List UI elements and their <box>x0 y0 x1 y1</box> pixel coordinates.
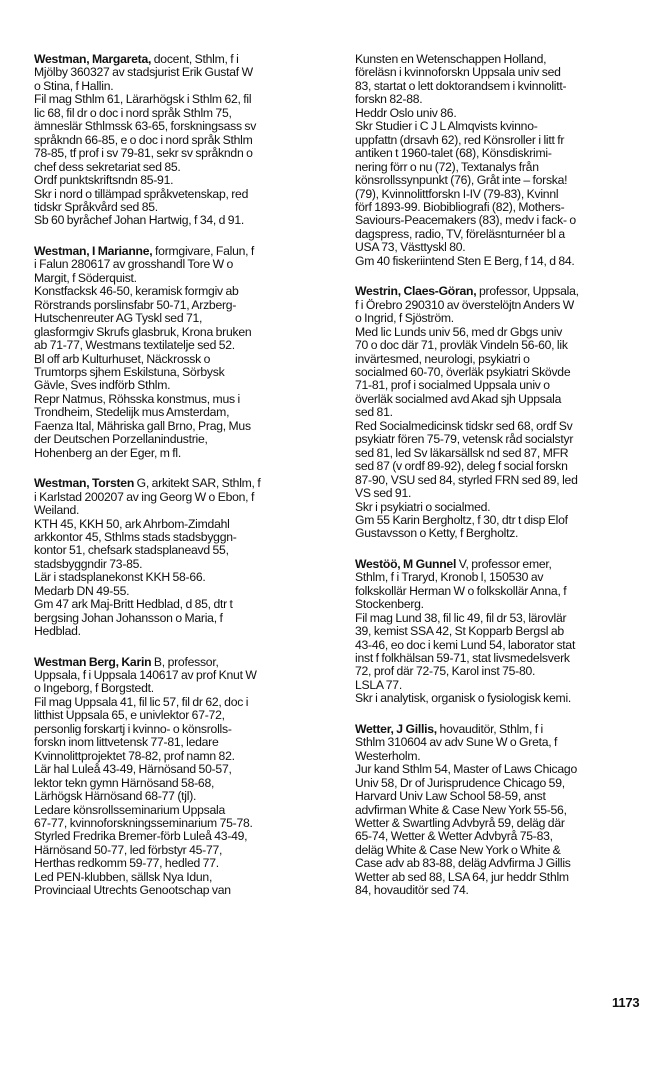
entry-text: ämneslär Sthlmssk 63-65, forskningsass sv <box>34 119 257 134</box>
entry-line <box>355 147 647 160</box>
entry-line <box>355 312 647 325</box>
entry-text: Uppsala, f i Uppsala 140617 av prof Knut W <box>34 668 257 683</box>
entry-line <box>355 474 647 487</box>
entry-line <box>355 558 647 571</box>
entry-text: Lär hal Luleå 43-49, Härnösand 50-57, <box>34 762 232 777</box>
entry-text: advfirman White & Case New York 55-56, <box>355 802 567 817</box>
entry-text: Wetter & Swartling Advbyrå 59, deläg där <box>355 816 565 831</box>
entry-text: V, professor emer, <box>456 556 552 571</box>
entry-line <box>355 571 647 584</box>
entry-text: formgivare, Falun, f <box>152 243 255 258</box>
entry-text: hovauditör, Sthlm, f i <box>436 721 543 736</box>
entry-text: överläk socialmed avd Akad sjh Uppsala <box>355 391 562 406</box>
entry-text: sed 87 (v ordf 89-92), deleg f social forskn <box>355 459 568 474</box>
entry-line <box>34 804 330 817</box>
entry-text: Med lic Lunds univ 56, med dr Gbgs univ <box>355 324 563 339</box>
entry-text: Heddr Oslo univ 86. <box>355 105 457 120</box>
entry-text: Wetter ab sed 88, LSA 64, jur heddr Sthlm <box>355 869 569 884</box>
entry-line <box>355 174 647 187</box>
entry-text: 87-90, VSU sed 84, styrled FRN sed 89, led <box>355 472 578 487</box>
entry-line <box>355 120 647 133</box>
entry-name: Westman, I Marianne, <box>34 243 153 258</box>
entry-line <box>34 571 330 584</box>
entry-line <box>34 491 330 504</box>
entry-line <box>355 433 647 446</box>
entry-text: Gm 55 Karin Bergholtz, f 30, dtr t disp Elof <box>355 512 568 527</box>
biography-entry <box>355 285 647 541</box>
entry-text: 67-77, kvinnoforskningsseminarium 75-78. <box>34 816 253 831</box>
entry-text: Faenza Ital, Mähriska gall Brno, Prag, Mus <box>34 418 251 433</box>
entry-text: bergsing Johan Johansson o Maria, f <box>34 610 223 625</box>
entry-text: KTH 45, KKH 50, ark Ahrbom-Zimdahl <box>34 516 230 531</box>
entry-line <box>34 258 330 271</box>
entry-line <box>34 477 330 490</box>
left-column <box>34 53 330 915</box>
entry-line <box>355 326 647 339</box>
entry-text: Skr i analytisk, organisk o fysiologisk kemi. <box>355 691 572 706</box>
biography-entry <box>355 53 647 268</box>
entry-line <box>34 544 330 557</box>
entry-line <box>355 804 647 817</box>
page-number: 1173 <box>612 995 640 1010</box>
entry-line <box>355 66 647 79</box>
entry-line <box>34 174 330 187</box>
entry-line <box>34 504 330 517</box>
entry-line <box>34 447 330 460</box>
entry-text: Trumtorps sjhem Eskilstuna, Sörbysk <box>34 364 225 379</box>
entry-name: Westöö, M Gunnel <box>355 556 457 571</box>
entry-line <box>355 527 647 540</box>
entry-text: Gustavsson o Ketty, f Bergholtz. <box>355 526 519 541</box>
entry-line <box>355 285 647 298</box>
entry-text: personlig forskartj i kvinno- o könsrolls- <box>34 721 232 736</box>
entry-line <box>355 665 647 678</box>
entry-line <box>34 558 330 571</box>
entry-text: Skr i psykiatri o socialmed. <box>355 499 491 514</box>
entry-text: lic 68, fil dr o doc i nord språk Sthlm 75, <box>34 105 232 120</box>
entry-text: antiken t 1960-talet (68), Könsdiskrimi- <box>355 146 552 161</box>
biography-entry <box>34 245 330 460</box>
entry-line <box>355 639 647 652</box>
entry-line <box>34 625 330 638</box>
entry-line <box>355 228 647 241</box>
entry-line <box>355 393 647 406</box>
entry-text: glasformgiv Skrufs glasbruk, Krona bruken <box>34 324 252 339</box>
entry-line <box>34 709 330 722</box>
entry-text: docent, Sthlm, f i <box>151 52 239 66</box>
entry-line <box>355 255 647 268</box>
entry-line <box>34 612 330 625</box>
entry-line <box>355 585 647 598</box>
entry-line <box>355 871 647 884</box>
entry-text: ab 71-77, Westmans textilatelje sed 52. <box>34 338 235 353</box>
entry-text: i Karlstad 200207 av ing Georg W o Ebon, f <box>34 489 255 504</box>
entry-line <box>355 299 647 312</box>
entry-line <box>355 777 647 790</box>
entry-line <box>34 66 330 79</box>
entry-text: Medarb DN 49-55. <box>34 583 130 598</box>
entry-line <box>34 433 330 446</box>
entry-text: sed 81, led Sv läkarsällsk nd sed 87, MFR <box>355 445 569 460</box>
entry-line <box>355 201 647 214</box>
entry-line <box>355 93 647 106</box>
entry-line <box>34 585 330 598</box>
entry-text: Jur kand Sthlm 54, Master of Laws Chicago <box>355 762 577 777</box>
entry-text: Lär i stadsplanekonst KKH 58-66. <box>34 570 206 585</box>
entry-text: Kvinnolittprojektet 78-82, prof namn 82. <box>34 748 235 763</box>
entry-text: Led PEN-klubben, sällsk Nya Idun, <box>34 869 213 884</box>
entry-line <box>34 285 330 298</box>
entry-line <box>355 460 647 473</box>
entry-line <box>355 830 647 843</box>
entry-line <box>34 312 330 325</box>
entry-text: Härnösand 50-77, led förbstyr 45-77, <box>34 842 223 857</box>
entry-text: Stockenberg. <box>355 597 424 612</box>
entry-line <box>34 339 330 352</box>
entry-text: Herthas redkomm 59-77, hedled 77. <box>34 856 219 871</box>
entry-text: Case adv ab 83-88, deläg Advfirma J Gillis <box>355 856 571 871</box>
entry-line <box>34 93 330 106</box>
entry-text: litthist Uppsala 65, e univlektor 67-72, <box>34 708 225 723</box>
entry-line <box>355 366 647 379</box>
entry-line <box>355 652 647 665</box>
entry-line <box>34 53 330 66</box>
entry-text: uppfattn (drsavh 62), red Könsroller i litt fr <box>355 132 565 147</box>
entry-text: Red Socialmedicinsk tidskr sed 68, ordf Sv <box>355 418 573 433</box>
entry-text: (79), Kvinnolittforskn I-IV (79-83), Kvinnl <box>355 186 559 201</box>
entry-text: VS sed 91. <box>355 486 412 501</box>
entry-line <box>355 188 647 201</box>
entry-line <box>34 682 330 695</box>
entry-line <box>34 214 330 227</box>
entry-line <box>355 379 647 392</box>
entry-line <box>34 884 330 897</box>
entry-text: Lärhögsk Härnösand 68-77 (tjl). <box>34 789 197 804</box>
entry-text: Gm 47 ark Maj-Britt Hedblad, d 85, dtr t <box>34 597 233 612</box>
entry-text: språkndn 66-85, e o doc i nord språk Sthlm <box>34 132 253 147</box>
entry-line <box>34 161 330 174</box>
entry-line <box>355 857 647 870</box>
entry-text: Skr Studier i C J L Almqvists kvinno- <box>355 119 538 134</box>
entry-text: 84, hovauditör sed 74. <box>355 883 469 898</box>
entry-text: Sb 60 byråchef Johan Hartwig, f 34, d 91. <box>34 213 244 228</box>
entry-text: folkskollär Herman W o folkskollär Anna, f <box>355 583 567 598</box>
entry-text: forskn inom littvetensk 77-81, ledare <box>34 735 219 750</box>
entry-text: deläg White & Case New York o White & <box>355 842 561 857</box>
entry-line <box>355 612 647 625</box>
entry-line <box>355 406 647 419</box>
entry-text: professor, Uppsala, <box>476 284 579 299</box>
entry-line <box>34 272 330 285</box>
entry-text: f i Örebro 290310 av överstelöjtn Anders W <box>355 297 575 312</box>
entry-text: 71-81, prof i socialmed Uppsala univ o <box>355 378 550 393</box>
entry-text: B, professor, <box>151 654 219 669</box>
entry-text: Harvard Univ Law School 58-59, anst <box>355 789 546 804</box>
entry-text: o Stina, f Hallin. <box>34 78 114 93</box>
entry-line <box>355 736 647 749</box>
entry-line <box>34 420 330 433</box>
entry-line <box>34 790 330 803</box>
entry-text: 78-85, tf prof i sv 79-81, sekr sv språkndn o <box>34 146 253 161</box>
entry-text: 70 o doc där 71, provläk Vindeln 56-60, lik <box>355 338 568 353</box>
entry-text: Hedblad. <box>34 624 81 639</box>
entry-name: Westman Berg, Karin <box>34 654 152 669</box>
biography-entry <box>355 723 647 898</box>
entry-line <box>355 692 647 705</box>
entry-text: kontor 51, chefsark stadsplaneavd 55, <box>34 543 229 558</box>
entry-text: lektor tekn gymn Härnösand 58-68, <box>34 775 215 790</box>
entry-text: Hutschenreuter AG Tyskl sed 71, <box>34 311 203 326</box>
entry-text: Margit, f Söderquist. <box>34 270 137 285</box>
right-column <box>355 53 647 915</box>
entry-line <box>34 326 330 339</box>
entry-text: Univ 58, Dr of Jurisprudence Chicago 59, <box>355 775 565 790</box>
entry-line <box>34 147 330 160</box>
entry-line <box>34 598 330 611</box>
entry-text: Gävle, Sves indförb Sthlm. <box>34 378 171 393</box>
entry-text: Fil mag Uppsala 41, fil lic 57, fil dr 62, doc i <box>34 694 249 709</box>
entry-line <box>34 366 330 379</box>
entry-text: Konstfacksk 46-50, keramisk formgiv ab <box>34 284 239 299</box>
entry-text: Gm 40 fiskeriintend Sten E Berg, f 14, d 84. <box>355 253 575 268</box>
entry-line <box>355 53 647 66</box>
entry-line <box>355 625 647 638</box>
entry-line <box>34 353 330 366</box>
entry-text: 43-46, eo doc i kemi Lund 54, laborator stat <box>355 637 576 652</box>
entry-name: Westman, Torsten <box>34 476 135 491</box>
entry-text: psykiatr fören 75-79, vetensk råd socialstyr <box>355 432 574 447</box>
entry-text: Ledare könsrollsseminarium Uppsala <box>34 802 226 817</box>
entry-text: nering förr o nu (72), Textanalys från <box>355 159 539 174</box>
entry-line <box>34 750 330 763</box>
entry-text: invärtesmed, neurologi, psykiatri o <box>355 351 530 366</box>
entry-text: 39, kemist SSA 42, St Kopparb Bergsl ab <box>355 624 564 639</box>
entry-text: Trondheim, Stedelijk mus Amsterdam, <box>34 405 230 420</box>
entry-line <box>355 447 647 460</box>
entry-line <box>34 669 330 682</box>
entry-text: Fil mag Lund 38, fil lic 49, fil dr 53, lärovlär <box>355 610 567 625</box>
entry-text: tidskr Språkvård sed 85. <box>34 199 158 214</box>
entry-name: Westman, Margareta, <box>34 52 152 66</box>
entry-line <box>34 393 330 406</box>
entry-name: Westrin, Claes-Göran, <box>355 284 477 299</box>
entry-line <box>34 817 330 830</box>
entry-text: Saviours-Peacemakers (83), medv i fack- o <box>355 213 576 228</box>
biography-entry <box>355 558 647 706</box>
entry-line <box>34 857 330 870</box>
entry-text: der Deutschen Porzellanindustrie, <box>34 432 208 447</box>
entry-text: sed 81. <box>355 405 393 420</box>
entry-text: Skr i nord o tillämpad språkvetenskap, red <box>34 186 249 201</box>
entry-text: USA 73, Västtyskl 80. <box>355 240 466 255</box>
entry-line <box>34 844 330 857</box>
entry-text: o Ingrid, f Sjöström. <box>355 311 454 326</box>
entry-line <box>34 531 330 544</box>
entry-line <box>355 353 647 366</box>
entry-text: Weiland. <box>34 503 80 518</box>
entry-text: Ordf punktskriftsndn 85-91. <box>34 173 174 188</box>
entry-line <box>355 241 647 254</box>
entry-line <box>34 518 330 531</box>
entry-text: 72, prof där 72-75, Karol inst 75-80. <box>355 664 536 679</box>
entry-line <box>355 514 647 527</box>
entry-line <box>34 80 330 93</box>
entry-line <box>34 379 330 392</box>
entry-text: arkkontor 45, Sthlms stads stadsbyggn- <box>34 529 237 544</box>
entry-text: LSLA 77. <box>355 677 402 692</box>
entry-line <box>34 299 330 312</box>
entry-text: o Ingeborg, f Borgstedt. <box>34 681 154 696</box>
entry-line <box>355 750 647 763</box>
entry-line <box>34 696 330 709</box>
entry-line <box>355 80 647 93</box>
entry-line <box>34 406 330 419</box>
entry-line <box>355 420 647 433</box>
entry-text: forskn 82-88. <box>355 92 423 107</box>
entry-text: 83, startat o lett doktorandsem i kvinnolitt- <box>355 78 567 93</box>
entry-text: Rörstrands porslinsfabr 50-71, Arzberg- <box>34 297 237 312</box>
entry-line <box>355 598 647 611</box>
biography-entry <box>34 53 330 228</box>
entry-line <box>34 188 330 201</box>
entry-line <box>355 501 647 514</box>
entry-line <box>355 107 647 120</box>
entry-text: Styrled Fredrika Bremer-förb Luleå 43-49, <box>34 829 248 844</box>
entry-text: G, arkitekt SAR, Sthlm, f <box>134 476 261 491</box>
entry-text: Sthlm 310604 av adv Sune W o Greta, f <box>355 735 558 750</box>
entry-line <box>34 830 330 843</box>
entry-text: i Falun 280617 av grosshandl Tore W o <box>34 257 234 272</box>
entry-text: 65-74, Wetter & Wetter Advbyrå 75-83, <box>355 829 553 844</box>
biography-entry <box>34 656 330 898</box>
entry-text: Hohenberg an der Eger, m fl. <box>34 445 181 460</box>
entry-line <box>355 817 647 830</box>
entry-name: Wetter, J Gillis, <box>355 721 437 736</box>
entry-text: Bl off arb Kulturhuset, Näckrossk o <box>34 351 211 366</box>
entry-line <box>34 656 330 669</box>
entry-text: inst f folkhälsan 59-71, stat livsmedelsverk <box>355 651 570 666</box>
entry-line <box>355 161 647 174</box>
entry-line <box>355 134 647 147</box>
entry-line <box>355 679 647 692</box>
entry-line <box>355 884 647 897</box>
entry-text: Westerholm. <box>355 748 421 763</box>
entry-line <box>355 723 647 736</box>
entry-line <box>34 107 330 120</box>
entry-text: stadsbyggndir 73-85. <box>34 556 143 571</box>
entry-line <box>34 736 330 749</box>
entry-line <box>34 120 330 133</box>
entry-line <box>355 790 647 803</box>
entry-text: Repr Natmus, Röhsska konstmus, mus i <box>34 391 240 406</box>
biography-entry <box>34 477 330 638</box>
entry-text: Provinciaal Utrechts Genootschap van <box>34 883 231 898</box>
entry-line <box>34 245 330 258</box>
entry-line <box>34 201 330 214</box>
entry-line <box>34 723 330 736</box>
entry-line <box>355 214 647 227</box>
entry-line <box>355 339 647 352</box>
entry-text: Sthlm, f i Traryd, Kronob l, 150530 av <box>355 570 544 585</box>
entry-text: Fil mag Sthlm 61, Lärarhögsk i Sthlm 62, fil <box>34 92 252 107</box>
entry-line <box>355 487 647 500</box>
entry-text: socialmed 60-70, överläk psykiatri Skövde <box>355 364 571 379</box>
entry-text: förf 1893-99. Biobibliografi (82), Mothers- <box>355 199 565 214</box>
entry-line <box>34 777 330 790</box>
entry-text: dagspress, radio, TV, föreläsnturnéer bl a <box>355 226 565 241</box>
entry-line <box>355 844 647 857</box>
entry-text: Mjölby 360327 av stadsjurist Erik Gustaf W <box>34 65 253 80</box>
entry-line <box>34 134 330 147</box>
entry-text: könsrollssynpunkt (76), Gråt inte – forska! <box>355 173 568 188</box>
entry-line <box>34 871 330 884</box>
entry-line <box>34 763 330 776</box>
entry-text: föreläsn i kvinnoforskn Uppsala univ sed <box>355 65 561 80</box>
entry-text: chef dess sekretariat sed 85. <box>34 159 181 174</box>
entry-text: Kunsten en Wetenschappen Holland, <box>355 52 547 66</box>
entry-line <box>355 763 647 776</box>
